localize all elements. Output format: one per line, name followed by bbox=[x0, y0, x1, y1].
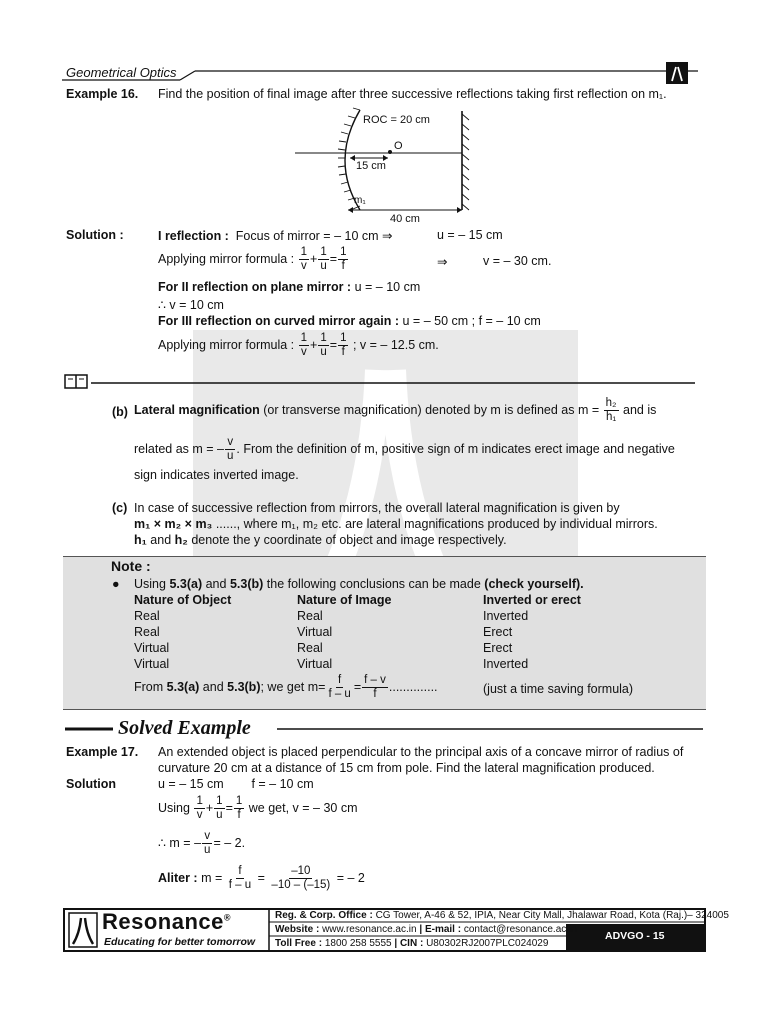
solution-17-line-3: ∴ m = – $\frac{v}{u}$ = – 2. bbox=[158, 830, 246, 856]
solution-16-step-2: Applying mirror formula : $\frac{1}{v}$ + $\frac{1}{u}$ = $\frac{1}{f}$ bbox=[158, 246, 347, 272]
solution-16-step-4: ∴ v = 10 cm bbox=[158, 298, 224, 312]
solution-16-step-6: Applying mirror formula : $\frac{1}{v}$ + $\frac{1}{u}$ = $\frac{1}{f}$ ; v = – 12.5 cm. bbox=[158, 332, 439, 358]
table-cell: Real bbox=[134, 625, 160, 639]
table-cell: Inverted bbox=[483, 609, 529, 623]
section-b-line-3: sign indicates inverted image. bbox=[134, 468, 299, 482]
example-16-label: Example 16. bbox=[66, 87, 139, 101]
solution-16-label: Solution : bbox=[66, 228, 124, 242]
table-cell: Inverted bbox=[483, 657, 529, 671]
note-title: Note : bbox=[111, 558, 151, 574]
note-formula-tail: (just a time saving formula) bbox=[483, 682, 634, 696]
footer-page-code: ADVGO - 15 bbox=[605, 930, 665, 942]
table-cell: Erect bbox=[483, 625, 513, 639]
table-header-image: Nature of Image bbox=[297, 593, 392, 607]
table-cell: Virtual bbox=[134, 641, 170, 655]
section-title: Geometrical Optics bbox=[66, 65, 177, 80]
table-cell: Real bbox=[134, 609, 160, 623]
resonance-logo-icon bbox=[68, 912, 98, 948]
solution-16-u-value: u = – 15 cm bbox=[437, 228, 503, 242]
figure-o-label: O bbox=[394, 140, 403, 152]
solved-example-heading: Solved Example bbox=[118, 717, 251, 739]
solution-17-label: Solution bbox=[66, 777, 116, 791]
table-header-orientation: Inverted or erect bbox=[483, 593, 581, 607]
note-formula: From 5.3(a) and 5.3(b); we get m= $\frac{f}{f - u}$ = $\frac{f - v}{f}$ .............. bbox=[134, 674, 438, 700]
table-cell: Erect bbox=[483, 641, 513, 655]
figure-40cm-label: 40 cm bbox=[390, 213, 420, 225]
footer-tollfree: Toll Free : 1800 258 5555 | CIN : U80302RJ2007PLC024029 bbox=[275, 938, 549, 949]
section-b-line-1: Lateral magnification (or transverse magnification) denoted by m is defined as m = $\frac{\text{h₂}}{\text{h₁}}$ and is bbox=[134, 397, 657, 423]
footer-tagline: Educating for better tomorrow bbox=[104, 936, 256, 948]
header-rule bbox=[60, 60, 710, 90]
example-17-line-1: An extended object is placed perpendicular to the principal axis of a concave mirror of radius of bbox=[158, 745, 684, 759]
solution-16-step-1: I reflection : Focus of mirror = – 10 cm ⇒ bbox=[158, 229, 393, 243]
solution-17-aliter: Aliter : m = $\frac{f}{f - u}$ = $\frac{-10}{-10 - (-15)}$ = – 2 bbox=[158, 865, 365, 891]
note-bullet-text: Using 5.3(a) and 5.3(b) the following conclusions can be made (check yourself). bbox=[134, 577, 584, 591]
table-cell: Virtual bbox=[297, 657, 333, 671]
footer-brand: Resonance® bbox=[102, 909, 232, 934]
section-b-label: (b) bbox=[112, 405, 128, 419]
solution-17-line-2: Using $\frac{1}{v}$ + $\frac{1}{u}$ = $\frac{1}{f}$ we get, v = – 30 cm bbox=[158, 795, 358, 821]
section-c-label: (c) bbox=[112, 501, 128, 515]
section-c-line-1: In case of successive reflection from mirrors, the overall lateral magnification is given by bbox=[134, 501, 620, 515]
website-link[interactable]: www.resonance.ac.in bbox=[322, 924, 417, 935]
solution-17-line-1: u = – 15 cm f = – 10 cm bbox=[158, 777, 314, 791]
figure-m1-label: m₁ bbox=[354, 195, 366, 206]
table-cell: Real bbox=[297, 641, 323, 655]
book-icon bbox=[65, 375, 87, 388]
solution-16-step-5: For III reflection on curved mirror again : u = – 50 cm ; f = – 10 cm bbox=[158, 314, 541, 328]
table-cell: Real bbox=[297, 609, 323, 623]
footer-contact: Website : www.resonance.ac.in | E-mail : contact@resonance.ac.in bbox=[275, 924, 577, 935]
example-16-question: Find the position of final image after three successive reflections taking first reflection on m₁. bbox=[158, 87, 667, 101]
solution-16-arrow: ⇒ bbox=[437, 255, 448, 269]
table-cell: Virtual bbox=[297, 625, 333, 639]
solution-16-v-value: v = – 30 cm. bbox=[483, 254, 552, 268]
section-c-line-2: m₁ × m₂ × m₃ ......, where m₁, m₂ etc. are lateral magnifications produced by individual mirrors. bbox=[134, 517, 658, 531]
table-header-object: Nature of Object bbox=[134, 593, 232, 607]
footer-address: Reg. & Corp. Office : CG Tower, A-46 & 52, IPIA, Near City Mall, Jhalawar Road, Kota (Raj.)– 324005 bbox=[275, 910, 729, 921]
section-b-line-2: related as m = – $\frac{v}{u}$ . From the definition of m, positive sign of m indicates erect image and negative bbox=[134, 436, 675, 462]
figure-roc-label: ROC = 20 cm bbox=[363, 114, 430, 126]
example-17-label: Example 17. bbox=[66, 745, 139, 759]
book-divider bbox=[63, 372, 703, 392]
email-link[interactable]: contact@resonance.ac.in bbox=[463, 924, 577, 935]
note-bullet-icon: ● bbox=[112, 577, 120, 591]
table-cell: Virtual bbox=[134, 657, 170, 671]
section-c-line-3: h₁ and h₂ denote the y coordinate of object and image respectively. bbox=[134, 533, 507, 547]
figure-15cm-label: 15 cm bbox=[356, 160, 386, 172]
solution-16-step-3: For II reflection on plane mirror : u = – 10 cm bbox=[158, 280, 421, 294]
example-17-line-2: curvature 20 cm at a distance of 15 cm from pole. Find the lateral magnification produced. bbox=[158, 761, 655, 775]
